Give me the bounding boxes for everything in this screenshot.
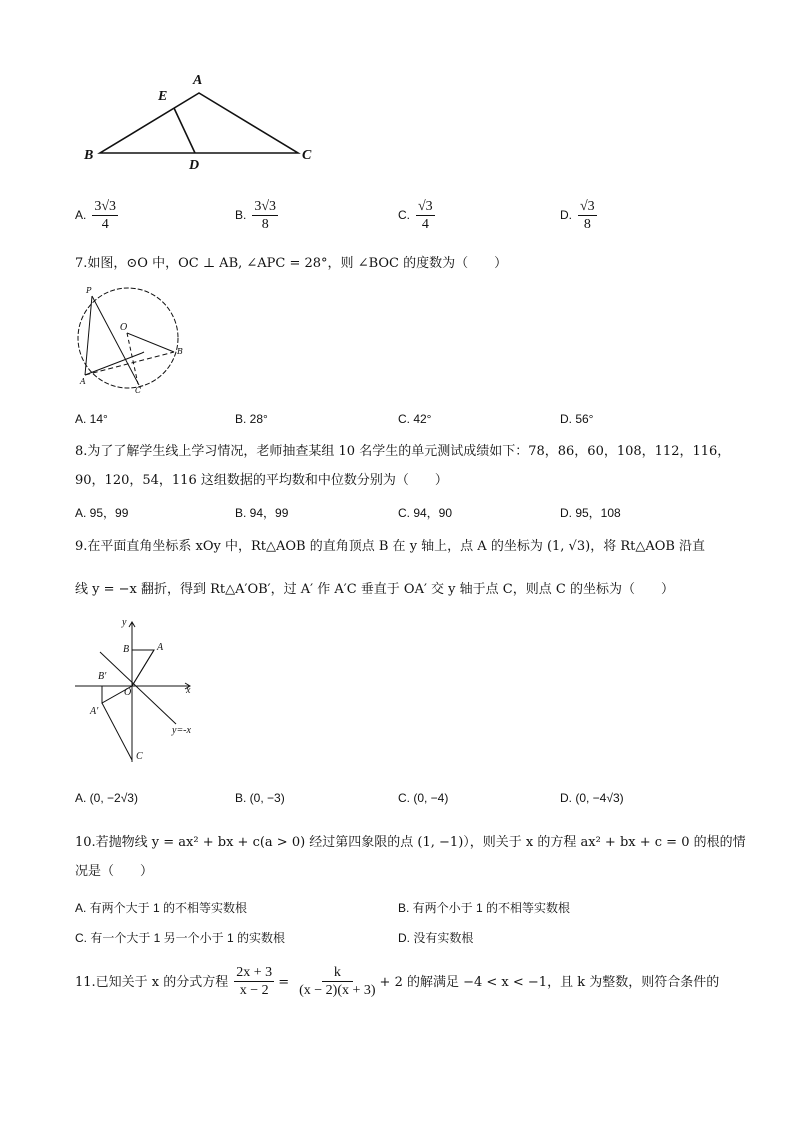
q7-question: 7.如图，⊙O 中，OC ⊥ AB, ∠APC = 28°，则 ∠BOC 的度数为（ ） (75, 256, 508, 271)
q10-option-d: D. 没有实数根 (398, 931, 474, 945)
q11-prefix: 11.已知关于 x 的分式方程 (75, 974, 229, 990)
q8-option-d: D. 95，108 (560, 506, 621, 520)
triangle-figure (100, 93, 298, 153)
axis-label-y: y (122, 617, 127, 628)
label-b: B (84, 148, 94, 163)
label-o: O (120, 323, 128, 333)
q11-question (75, 966, 719, 998)
q8-line-1: 8.为了了解学生线上学习情况，老师抽查某组 10 名学生的单元测试成绩如下：78，86，60，108，112，116， (75, 444, 731, 459)
q7-option-c: C. 42° (398, 412, 432, 426)
label-d: D (189, 158, 200, 173)
q9-option-a: A. (0, −2√3) (75, 791, 138, 805)
q6-option-d: D. $\frac{√3}{8}$ (560, 199, 595, 232)
label-c: C (302, 148, 312, 163)
label-c: C (136, 751, 143, 762)
equals: = (278, 974, 290, 990)
q7-option-d: D. 56° (560, 412, 594, 426)
q9-line-2: 线 y = −x 翻折，得到 Rt△A′OB′，过 A′ 作 A′C 垂直于 OA′ 交 y 轴于点 C，则点 C 的坐标为（ ） (75, 582, 674, 597)
label-a: A (80, 377, 86, 386)
fraction-1: $\frac{2x + 3}{x - 2}$ (236, 965, 273, 998)
label-line-y-neg-x: y=-x (172, 725, 191, 736)
label-c: C (135, 386, 142, 395)
q9-option-d: D. (0, −4√3) (560, 791, 624, 805)
label-b: B (123, 644, 130, 655)
q6-option-a: A. $\frac{3√3}{4}$ (75, 199, 117, 232)
q10-option-a: A. 有两个大于 1 的不相等实数根 (75, 901, 248, 915)
q10-line-2: 况是（ ） (75, 864, 154, 879)
q10-line-1: 10.若抛物线 y = ax² + bx + c(a > 0) 经过第四象限的点 (1, −1)），则关于 x 的方程 ax² + bx + c = 0 的根的情 (75, 835, 746, 850)
q7-option-a: A. 14° (75, 412, 108, 426)
label-o: O (124, 687, 132, 698)
label-a-prime: A′ (90, 706, 99, 717)
q8-option-c: C. 94，90 (398, 506, 453, 520)
q6-option-b: B. $\frac{3√3}{8}$ (235, 199, 277, 232)
q7-option-b: B. 28° (235, 412, 268, 426)
label-a: A (193, 73, 203, 88)
q8-option-a: A. 95，99 (75, 506, 129, 520)
q6-option-c: C. $\frac{√3}{4}$ (398, 199, 433, 232)
label-b: B (177, 347, 183, 356)
q10-option-c: C. 有一个大于 1 另一个小于 1 的实数根 (75, 931, 286, 945)
axis-label-x: x (186, 685, 191, 696)
q9-line-1: 9.在平面直角坐标系 xOy 中，Rt△AOB 的直角顶点 B 在 y 轴上，点 A 的坐标为 (1, √3)，将 Rt△AOB 沿直 (75, 539, 706, 554)
q11-suffix: + 2 的解满足 −4 < x < −1，且 k 为整数，则符合条件的 (379, 974, 720, 990)
q8-line-2: 90，120，54，116 这组数据的平均数和中位数分别为（ ） (75, 473, 448, 488)
label-p: P (86, 286, 92, 295)
circle-figure (78, 288, 178, 388)
label-a: A (157, 642, 164, 653)
q10-option-b: B. 有两个小于 1 的不相等实数根 (398, 901, 571, 915)
label-b-prime: B′ (98, 671, 107, 682)
q8-option-b: B. 94，99 (235, 506, 289, 520)
q9-option-c: C. (0, −4) (398, 791, 449, 805)
coordinate-figure (75, 622, 190, 762)
fraction-2: $\frac{k}{(x - 2)(x + 3)}$ (299, 965, 376, 998)
label-e: E (158, 89, 168, 104)
q9-option-b: B. (0, −3) (235, 791, 285, 805)
